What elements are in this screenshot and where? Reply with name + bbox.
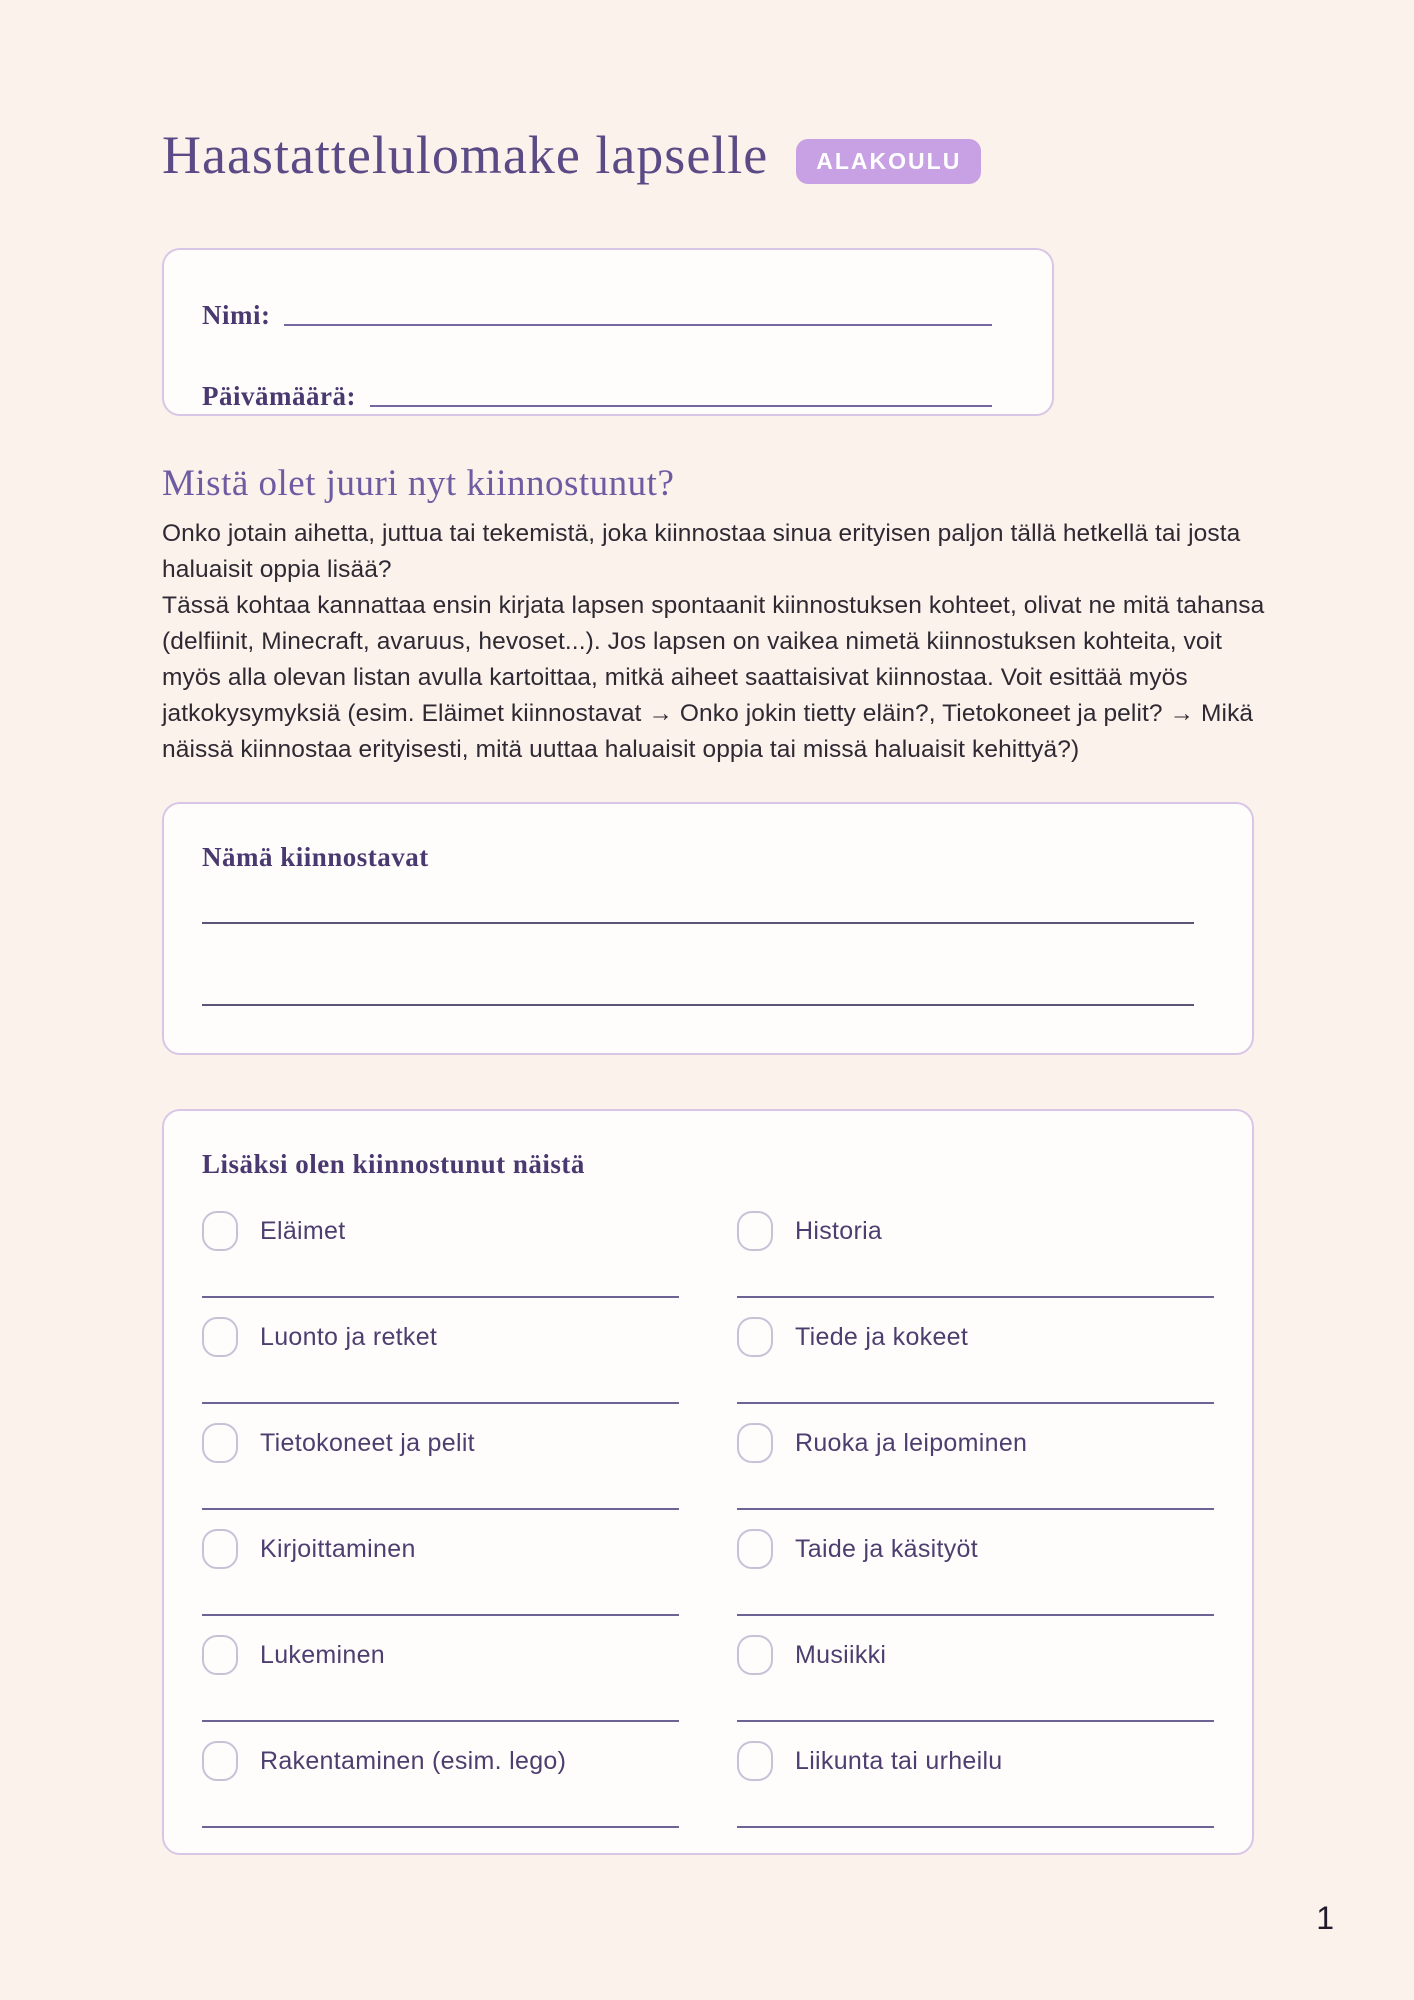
checklist-item (202, 1211, 679, 1251)
checklist-item (737, 1423, 1214, 1463)
answer-line[interactable] (202, 1720, 679, 1722)
checkbox-label: Historia (795, 1216, 883, 1245)
checklist-cell (202, 1211, 679, 1298)
checklist-item (737, 1317, 1214, 1357)
checklist-cell (737, 1423, 1214, 1510)
checklist-item (202, 1529, 679, 1569)
checkbox-taide-ja-kasityot[interactable] (737, 1529, 773, 1569)
answer-line[interactable] (202, 1402, 679, 1404)
checkbox-label: Taide ja käsityöt (795, 1534, 978, 1563)
interests-box (162, 802, 1254, 1055)
checkbox-label: Luonto ja retket (260, 1322, 438, 1351)
checkbox-label: Eläimet (260, 1216, 346, 1245)
answer-line[interactable] (737, 1614, 1214, 1616)
checkbox-liikunta-tai-urheilu[interactable] (737, 1741, 773, 1781)
checkbox-ruoka-ja-leipominen[interactable] (737, 1423, 773, 1463)
name-field-row (202, 274, 992, 331)
checkbox-label: Kirjoittaminen (260, 1534, 416, 1563)
checklist-item (737, 1211, 1214, 1251)
checklist-cell (202, 1635, 679, 1722)
date-field-row (202, 355, 992, 412)
checklist-item (202, 1741, 679, 1781)
checklist-item (737, 1741, 1214, 1781)
page-title: Haastattelulomake lapselle (162, 125, 769, 185)
checklist-item (202, 1423, 679, 1463)
checkbox-label: Ruoka ja leipominen (795, 1428, 1028, 1457)
checklist-cell (737, 1529, 1214, 1616)
interests-box-title: Nämä kiinnostavat (202, 842, 429, 873)
answer-line[interactable] (202, 1614, 679, 1616)
checklist-cell (737, 1211, 1214, 1298)
page-number: 1 (1316, 1900, 1334, 1936)
write-line-2[interactable] (202, 1004, 1194, 1006)
checklist-item (737, 1635, 1214, 1675)
checklist-cell (202, 1741, 679, 1828)
intro-paragraph-1: Onko jotain aihetta, juttua tai tekemistä, joka kiinnostaa sinua erityisen paljon tällä hetkellä tai josta haluaisit oppia lisää? (162, 520, 1241, 584)
name-label: Nimi: (202, 300, 271, 331)
checklist-cell (202, 1529, 679, 1616)
checkbox-luonto-ja-retket[interactable] (202, 1317, 238, 1357)
alakoulu-badge: ALAKOULU (796, 139, 981, 184)
date-label: Päivämäärä: (202, 381, 356, 412)
checkbox-kirjoittaminen[interactable] (202, 1529, 238, 1569)
checklist-cell (737, 1741, 1214, 1828)
checklist-cell (737, 1317, 1214, 1404)
answer-line[interactable] (737, 1720, 1214, 1722)
checkbox-label: Tietokoneet ja pelit (260, 1428, 475, 1457)
answer-line[interactable] (737, 1296, 1214, 1298)
checkbox-lukeminen[interactable] (202, 1635, 238, 1675)
answer-line[interactable] (202, 1826, 679, 1828)
write-line-1[interactable] (202, 922, 1194, 924)
checkbox-label: Rakentaminen (esim. lego) (260, 1746, 567, 1775)
answer-line[interactable] (737, 1402, 1214, 1404)
checkbox-historia[interactable] (737, 1211, 773, 1251)
checkbox-musiikki[interactable] (737, 1635, 773, 1675)
checklist-grid (202, 1211, 1214, 1828)
checklist-item (202, 1635, 679, 1675)
checkbox-label: Tiede ja kokeet (795, 1322, 969, 1351)
checkbox-label: Lukeminen (260, 1640, 386, 1669)
checklist-box-title: Lisäksi olen kiinnostunut näistä (202, 1149, 585, 1180)
answer-line[interactable] (202, 1508, 679, 1510)
checklist-cell (202, 1423, 679, 1510)
checkbox-tiede-ja-kokeet[interactable] (737, 1317, 773, 1357)
answer-line[interactable] (737, 1508, 1214, 1510)
checklist-cell (737, 1635, 1214, 1722)
answer-line[interactable] (202, 1296, 679, 1298)
checkbox-label: Musiikki (795, 1640, 887, 1669)
checklist-cell (202, 1317, 679, 1404)
page-header (162, 0, 1414, 186)
checkbox-label: Liikunta tai urheilu (795, 1746, 1003, 1775)
checklist-box (162, 1109, 1254, 1855)
intro-paragraph-2: Tässä kohtaa kannattaa ensin kirjata lapsen spontaanit kiinnostuksen kohteet, olivat ne mitä tahansa (delfiinit, Minecraft, avaruus, hevoset...). Jos lapsen on vaikea nimetä kiinnostuksen kohteita, voit myös alla olevan listan avulla kartoittaa, mitkä aiheet saattaisivat kiinnostaa. Voit esittää myös jatkokysymyksiä (esim. Eläimet kiinnostavat → Onko jokin tietty eläin?, Tietokoneet ja pelit? → Mikä näissä kiinnostaa erityisesti, mitä uuttaa haluaisit oppia tai missä haluaisit kehittyä?) (162, 592, 1265, 764)
checkbox-elaimet[interactable] (202, 1211, 238, 1251)
checkbox-rakentaminen[interactable] (202, 1741, 238, 1781)
checkbox-tietokoneet-ja-pelit[interactable] (202, 1423, 238, 1463)
date-input-line[interactable] (370, 405, 992, 407)
section-heading: Mistä olet juuri nyt kiinnostunut? (162, 463, 675, 505)
name-input-line[interactable] (284, 324, 992, 326)
answer-line[interactable] (737, 1826, 1214, 1828)
checklist-item (737, 1529, 1214, 1569)
checklist-item (202, 1317, 679, 1357)
name-date-box (162, 248, 1054, 416)
